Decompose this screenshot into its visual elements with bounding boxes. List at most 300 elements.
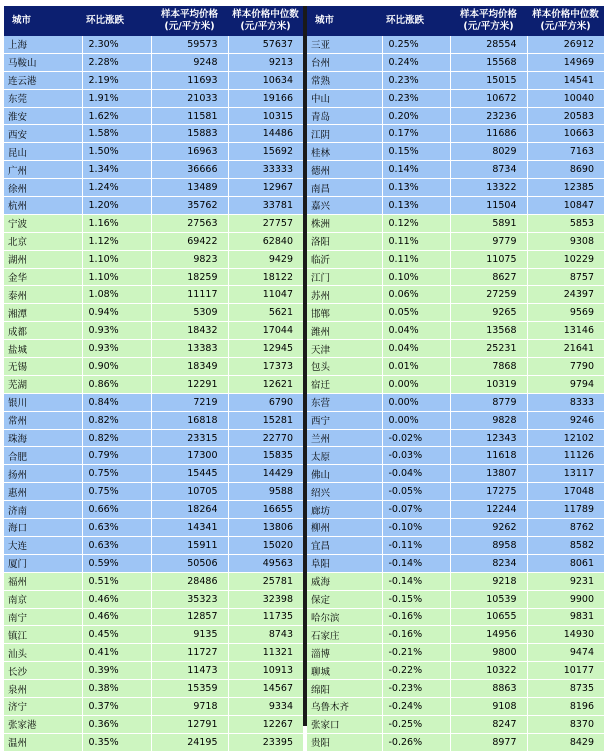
- cell-avg-price: 12791: [151, 715, 228, 733]
- cell-city: 临沂: [307, 250, 382, 268]
- table-row: [4, 644, 303, 662]
- cell-median-price: 10229: [527, 250, 604, 268]
- cell-city: 东营: [307, 393, 382, 411]
- table-row: [4, 608, 303, 626]
- cell-avg-price: 8627: [450, 268, 527, 286]
- cell-city: 连云港: [4, 71, 82, 89]
- cell-avg-price: 59573: [151, 36, 228, 53]
- table-row: [307, 483, 604, 501]
- cell-median-price: 16655: [228, 501, 303, 519]
- cell-change: -0.22%: [382, 662, 450, 680]
- cell-median-price: 27757: [228, 214, 303, 232]
- cell-median-price: 33781: [228, 197, 303, 215]
- cell-city: 汕头: [4, 644, 82, 662]
- cell-avg-price: 15359: [151, 680, 228, 698]
- cell-change: 0.35%: [82, 733, 151, 751]
- cell-avg-price: 10319: [450, 375, 527, 393]
- cell-median-price: 8196: [527, 697, 604, 715]
- cell-city: 威海: [307, 572, 382, 590]
- cell-city: 乌鲁木齐: [307, 697, 382, 715]
- cell-change: 0.79%: [82, 447, 151, 465]
- table-row: [4, 465, 303, 483]
- table-row: [4, 250, 303, 268]
- table-row: [307, 36, 604, 53]
- table-row: [307, 697, 604, 715]
- cell-change: 0.36%: [82, 715, 151, 733]
- cell-city: 东莞: [4, 89, 82, 107]
- cell-city: 青岛: [307, 107, 382, 125]
- cell-city: 宁波: [4, 214, 82, 232]
- table-row: [4, 214, 303, 232]
- cell-city: 西安: [4, 125, 82, 143]
- cell-median-price: 11126: [527, 447, 604, 465]
- cell-city: 常熟: [307, 71, 382, 89]
- cell-change: 0.14%: [382, 161, 450, 179]
- cell-city: 德州: [307, 161, 382, 179]
- cell-median-price: 26912: [527, 36, 604, 53]
- cell-avg-price: 9828: [450, 411, 527, 429]
- cell-change: 0.00%: [382, 375, 450, 393]
- cell-change: 0.23%: [382, 89, 450, 107]
- cell-change: -0.07%: [382, 501, 450, 519]
- table-row: [4, 697, 303, 715]
- cell-avg-price: 11581: [151, 107, 228, 125]
- cell-change: 0.01%: [382, 358, 450, 376]
- cell-avg-price: 5891: [450, 214, 527, 232]
- cell-avg-price: 10672: [450, 89, 527, 107]
- table-row: [307, 232, 604, 250]
- cell-avg-price: 18259: [151, 268, 228, 286]
- cell-city: 兰州: [307, 429, 382, 447]
- cell-avg-price: 69422: [151, 232, 228, 250]
- table-row: [307, 411, 604, 429]
- table-row: [307, 465, 604, 483]
- header-change: 环比涨跌: [82, 6, 151, 36]
- table-row: [307, 179, 604, 197]
- cell-median-price: 9308: [527, 232, 604, 250]
- right-header-row: [307, 6, 604, 36]
- table-row: [4, 53, 303, 71]
- cell-avg-price: 10539: [450, 590, 527, 608]
- cell-avg-price: 9218: [450, 572, 527, 590]
- cell-avg-price: 18264: [151, 501, 228, 519]
- cell-avg-price: 8958: [450, 536, 527, 554]
- cell-change: 0.90%: [82, 358, 151, 376]
- cell-median-price: 10663: [527, 125, 604, 143]
- cell-avg-price: 10705: [151, 483, 228, 501]
- cell-avg-price: 36666: [151, 161, 228, 179]
- cell-median-price: 9588: [228, 483, 303, 501]
- table-row: [307, 447, 604, 465]
- header-median-price-line2: (元/平方米): [540, 21, 591, 32]
- cell-city: 盐城: [4, 340, 82, 358]
- cell-median-price: 9334: [228, 697, 303, 715]
- cell-median-price: 14567: [228, 680, 303, 698]
- cell-change: 0.82%: [82, 411, 151, 429]
- cell-change: -0.25%: [382, 715, 450, 733]
- cell-median-price: 8370: [527, 715, 604, 733]
- cell-avg-price: 13322: [450, 179, 527, 197]
- cell-change: 0.75%: [82, 483, 151, 501]
- header-median-price-line1: 样本价格中位数: [532, 9, 599, 20]
- table-row: [4, 125, 303, 143]
- cell-city: 南宁: [4, 608, 82, 626]
- cell-median-price: 8757: [527, 268, 604, 286]
- cell-city: 苏州: [307, 286, 382, 304]
- cell-avg-price: 13807: [450, 465, 527, 483]
- cell-change: 2.28%: [82, 53, 151, 71]
- cell-median-price: 14429: [228, 465, 303, 483]
- table-row: [4, 733, 303, 751]
- table-row: [307, 375, 604, 393]
- cell-change: -0.11%: [382, 536, 450, 554]
- cell-city: 惠州: [4, 483, 82, 501]
- cell-avg-price: 15911: [151, 536, 228, 554]
- cell-avg-price: 11504: [450, 197, 527, 215]
- header-avg-price-line1: 样本平均价格: [459, 9, 517, 20]
- cell-city: 湘潭: [4, 304, 82, 322]
- cell-median-price: 10913: [228, 662, 303, 680]
- table-row: [307, 572, 604, 590]
- cell-city: 南昌: [307, 179, 382, 197]
- cell-city: 珠海: [4, 429, 82, 447]
- table-row: [4, 268, 303, 286]
- cell-city: 聊城: [307, 662, 382, 680]
- cell-median-price: 11321: [228, 644, 303, 662]
- table-row: [4, 161, 303, 179]
- cell-median-price: 15692: [228, 143, 303, 161]
- cell-city: 株洲: [307, 214, 382, 232]
- cell-city: 洛阳: [307, 232, 382, 250]
- table-row: [4, 626, 303, 644]
- table-row: [307, 89, 604, 107]
- table-row: [307, 197, 604, 215]
- table-row: [307, 214, 604, 232]
- table-row: [4, 197, 303, 215]
- cell-city: 福州: [4, 572, 82, 590]
- cell-median-price: 11735: [228, 608, 303, 626]
- cell-change: -0.05%: [382, 483, 450, 501]
- cell-median-price: 8582: [527, 536, 604, 554]
- cell-city: 常州: [4, 411, 82, 429]
- table-row: [4, 286, 303, 304]
- cell-avg-price: 11075: [450, 250, 527, 268]
- cell-median-price: 13117: [527, 465, 604, 483]
- cell-city: 杭州: [4, 197, 82, 215]
- cell-city: 扬州: [4, 465, 82, 483]
- cell-change: 1.62%: [82, 107, 151, 125]
- cell-city: 嘉兴: [307, 197, 382, 215]
- cell-median-price: 14486: [228, 125, 303, 143]
- cell-city: 银川: [4, 393, 82, 411]
- table-row: [4, 304, 303, 322]
- cell-median-price: 9429: [228, 250, 303, 268]
- cell-avg-price: 35762: [151, 197, 228, 215]
- cell-change: 0.00%: [382, 411, 450, 429]
- cell-median-price: 7790: [527, 358, 604, 376]
- cell-change: 0.59%: [82, 554, 151, 572]
- cell-avg-price: 8977: [450, 733, 527, 751]
- cell-change: 2.19%: [82, 71, 151, 89]
- cell-city: 绵阳: [307, 680, 382, 698]
- cell-median-price: 14930: [527, 626, 604, 644]
- cell-city: 桂林: [307, 143, 382, 161]
- table-row: [4, 501, 303, 519]
- cell-city: 石家庄: [307, 626, 382, 644]
- cell-avg-price: 25231: [450, 340, 527, 358]
- cell-change: -0.03%: [382, 447, 450, 465]
- cell-change: 1.08%: [82, 286, 151, 304]
- cell-change: 1.24%: [82, 179, 151, 197]
- table-row: [307, 393, 604, 411]
- header-change: 环比涨跌: [382, 6, 450, 36]
- cell-avg-price: 21033: [151, 89, 228, 107]
- cell-avg-price: 16963: [151, 143, 228, 161]
- table-row: [307, 143, 604, 161]
- cell-city: 徐州: [4, 179, 82, 197]
- cell-avg-price: 35323: [151, 590, 228, 608]
- table-row: [307, 340, 604, 358]
- header-avg-price: [450, 6, 527, 36]
- cell-avg-price: 11618: [450, 447, 527, 465]
- cell-median-price: 23395: [228, 733, 303, 751]
- cell-median-price: 19166: [228, 89, 303, 107]
- cell-change: -0.14%: [382, 554, 450, 572]
- cell-avg-price: 12244: [450, 501, 527, 519]
- cell-change: -0.21%: [382, 644, 450, 662]
- cell-avg-price: 9800: [450, 644, 527, 662]
- table-row: [4, 393, 303, 411]
- cell-change: 0.63%: [82, 536, 151, 554]
- cell-city: 包头: [307, 358, 382, 376]
- cell-change: -0.10%: [382, 519, 450, 537]
- cell-change: 0.13%: [382, 197, 450, 215]
- cell-city: 马鞍山: [4, 53, 82, 71]
- cell-median-price: 5621: [228, 304, 303, 322]
- cell-city: 金华: [4, 268, 82, 286]
- cell-avg-price: 9108: [450, 697, 527, 715]
- cell-median-price: 20583: [527, 107, 604, 125]
- table-row: [4, 71, 303, 89]
- cell-median-price: 17048: [527, 483, 604, 501]
- cell-avg-price: 27259: [450, 286, 527, 304]
- cell-avg-price: 7868: [450, 358, 527, 376]
- cell-city: 济南: [4, 501, 82, 519]
- right-price-table: [307, 6, 604, 752]
- table-row: [4, 554, 303, 572]
- table-row: [4, 340, 303, 358]
- cell-change: 0.82%: [82, 429, 151, 447]
- cell-median-price: 10847: [527, 197, 604, 215]
- table-row: [307, 429, 604, 447]
- cell-avg-price: 9265: [450, 304, 527, 322]
- table-row: [307, 536, 604, 554]
- cell-avg-price: 17275: [450, 483, 527, 501]
- cell-change: 1.16%: [82, 214, 151, 232]
- cell-median-price: 9569: [527, 304, 604, 322]
- cell-avg-price: 9718: [151, 697, 228, 715]
- cell-avg-price: 12857: [151, 608, 228, 626]
- table-row: [307, 680, 604, 698]
- cell-avg-price: 10655: [450, 608, 527, 626]
- cell-change: -0.15%: [382, 590, 450, 608]
- cell-city: 中山: [307, 89, 382, 107]
- cell-change: 0.25%: [382, 36, 450, 53]
- table-row: [4, 519, 303, 537]
- cell-median-price: 14969: [527, 53, 604, 71]
- table-row: [4, 358, 303, 376]
- cell-median-price: 9231: [527, 572, 604, 590]
- cell-change: 0.12%: [382, 214, 450, 232]
- cell-median-price: 6790: [228, 393, 303, 411]
- table-row: [4, 179, 303, 197]
- cell-median-price: 9213: [228, 53, 303, 71]
- table-row: [307, 250, 604, 268]
- cell-median-price: 62840: [228, 232, 303, 250]
- table-row: [307, 501, 604, 519]
- cell-avg-price: 18349: [151, 358, 228, 376]
- cell-city: 台州: [307, 53, 382, 71]
- table-row: [4, 411, 303, 429]
- cell-median-price: 9831: [527, 608, 604, 626]
- cell-city: 三亚: [307, 36, 382, 53]
- cell-median-price: 57637: [228, 36, 303, 53]
- cell-city: 太原: [307, 447, 382, 465]
- cell-change: 0.04%: [382, 340, 450, 358]
- table-row: [4, 662, 303, 680]
- cell-avg-price: 9823: [151, 250, 228, 268]
- header-avg-price-line2: (元/平方米): [164, 21, 215, 32]
- cell-avg-price: 8234: [450, 554, 527, 572]
- cell-change: 0.13%: [382, 179, 450, 197]
- table-row: [307, 304, 604, 322]
- cell-city: 北京: [4, 232, 82, 250]
- cell-avg-price: 24195: [151, 733, 228, 751]
- cell-change: 0.15%: [382, 143, 450, 161]
- cell-avg-price: 13383: [151, 340, 228, 358]
- cell-avg-price: 23236: [450, 107, 527, 125]
- cell-median-price: 17373: [228, 358, 303, 376]
- cell-median-price: 49563: [228, 554, 303, 572]
- table-row: [4, 89, 303, 107]
- cell-city: 南京: [4, 590, 82, 608]
- header-median-price: [527, 6, 604, 36]
- table-row: [307, 268, 604, 286]
- cell-change: -0.23%: [382, 680, 450, 698]
- cell-change: -0.26%: [382, 733, 450, 751]
- cell-change: 0.41%: [82, 644, 151, 662]
- cell-avg-price: 8029: [450, 143, 527, 161]
- cell-avg-price: 17300: [151, 447, 228, 465]
- table-row: [4, 143, 303, 161]
- cell-avg-price: 27563: [151, 214, 228, 232]
- cell-median-price: 8762: [527, 519, 604, 537]
- cell-city: 无锡: [4, 358, 82, 376]
- cell-change: 0.11%: [382, 232, 450, 250]
- cell-median-price: 12385: [527, 179, 604, 197]
- table-row: [307, 590, 604, 608]
- cell-median-price: 22770: [228, 429, 303, 447]
- cell-avg-price: 8247: [450, 715, 527, 733]
- cell-avg-price: 12291: [151, 375, 228, 393]
- cell-change: 0.46%: [82, 608, 151, 626]
- cell-median-price: 17044: [228, 322, 303, 340]
- cell-change: 1.12%: [82, 232, 151, 250]
- cell-city: 海口: [4, 519, 82, 537]
- cell-change: 0.24%: [382, 53, 450, 71]
- cell-change: 0.00%: [382, 393, 450, 411]
- header-city: 城市: [4, 6, 82, 36]
- cell-avg-price: 12343: [450, 429, 527, 447]
- cell-median-price: 25781: [228, 572, 303, 590]
- cell-city: 合肥: [4, 447, 82, 465]
- table-row: [307, 733, 604, 751]
- cell-median-price: 10634: [228, 71, 303, 89]
- cell-city: 西宁: [307, 411, 382, 429]
- header-median-price-line1: 样本价格中位数: [232, 9, 299, 20]
- cell-median-price: 8743: [228, 626, 303, 644]
- cell-change: 0.45%: [82, 626, 151, 644]
- cell-avg-price: 9262: [450, 519, 527, 537]
- table-row: [4, 36, 303, 53]
- cell-median-price: 8333: [527, 393, 604, 411]
- cell-median-price: 5853: [527, 214, 604, 232]
- cell-city: 江门: [307, 268, 382, 286]
- cell-avg-price: 15445: [151, 465, 228, 483]
- header-avg-price-line1: 样本平均价格: [160, 9, 218, 20]
- cell-median-price: 8061: [527, 554, 604, 572]
- cell-avg-price: 28554: [450, 36, 527, 53]
- cell-median-price: 14541: [527, 71, 604, 89]
- left-price-table: [4, 6, 303, 752]
- table-row: [307, 286, 604, 304]
- cell-median-price: 9900: [527, 590, 604, 608]
- cell-city: 张家港: [4, 715, 82, 733]
- table-row: [4, 572, 303, 590]
- left-header-row: [4, 6, 303, 36]
- table-row: [4, 483, 303, 501]
- cell-avg-price: 11727: [151, 644, 228, 662]
- cell-change: 0.84%: [82, 393, 151, 411]
- cell-change: 0.06%: [382, 286, 450, 304]
- cell-avg-price: 14956: [450, 626, 527, 644]
- cell-city: 保定: [307, 590, 382, 608]
- cell-median-price: 15020: [228, 536, 303, 554]
- table-row: [307, 715, 604, 733]
- cell-change: 1.91%: [82, 89, 151, 107]
- cell-city: 张家口: [307, 715, 382, 733]
- table-row: [307, 125, 604, 143]
- cell-median-price: 8735: [527, 680, 604, 698]
- cell-change: 0.93%: [82, 322, 151, 340]
- cell-city: 绍兴: [307, 483, 382, 501]
- table-row: [4, 232, 303, 250]
- cell-median-price: 12945: [228, 340, 303, 358]
- cell-avg-price: 23315: [151, 429, 228, 447]
- table-row: [307, 608, 604, 626]
- cell-avg-price: 9248: [151, 53, 228, 71]
- cell-city: 江阴: [307, 125, 382, 143]
- table-row: [4, 375, 303, 393]
- table-row: [307, 107, 604, 125]
- cell-change: 0.05%: [382, 304, 450, 322]
- cell-median-price: 10315: [228, 107, 303, 125]
- cell-city: 镇江: [4, 626, 82, 644]
- cell-avg-price: 8863: [450, 680, 527, 698]
- cell-median-price: 15281: [228, 411, 303, 429]
- cell-city: 贵阳: [307, 733, 382, 751]
- table-row: [307, 554, 604, 572]
